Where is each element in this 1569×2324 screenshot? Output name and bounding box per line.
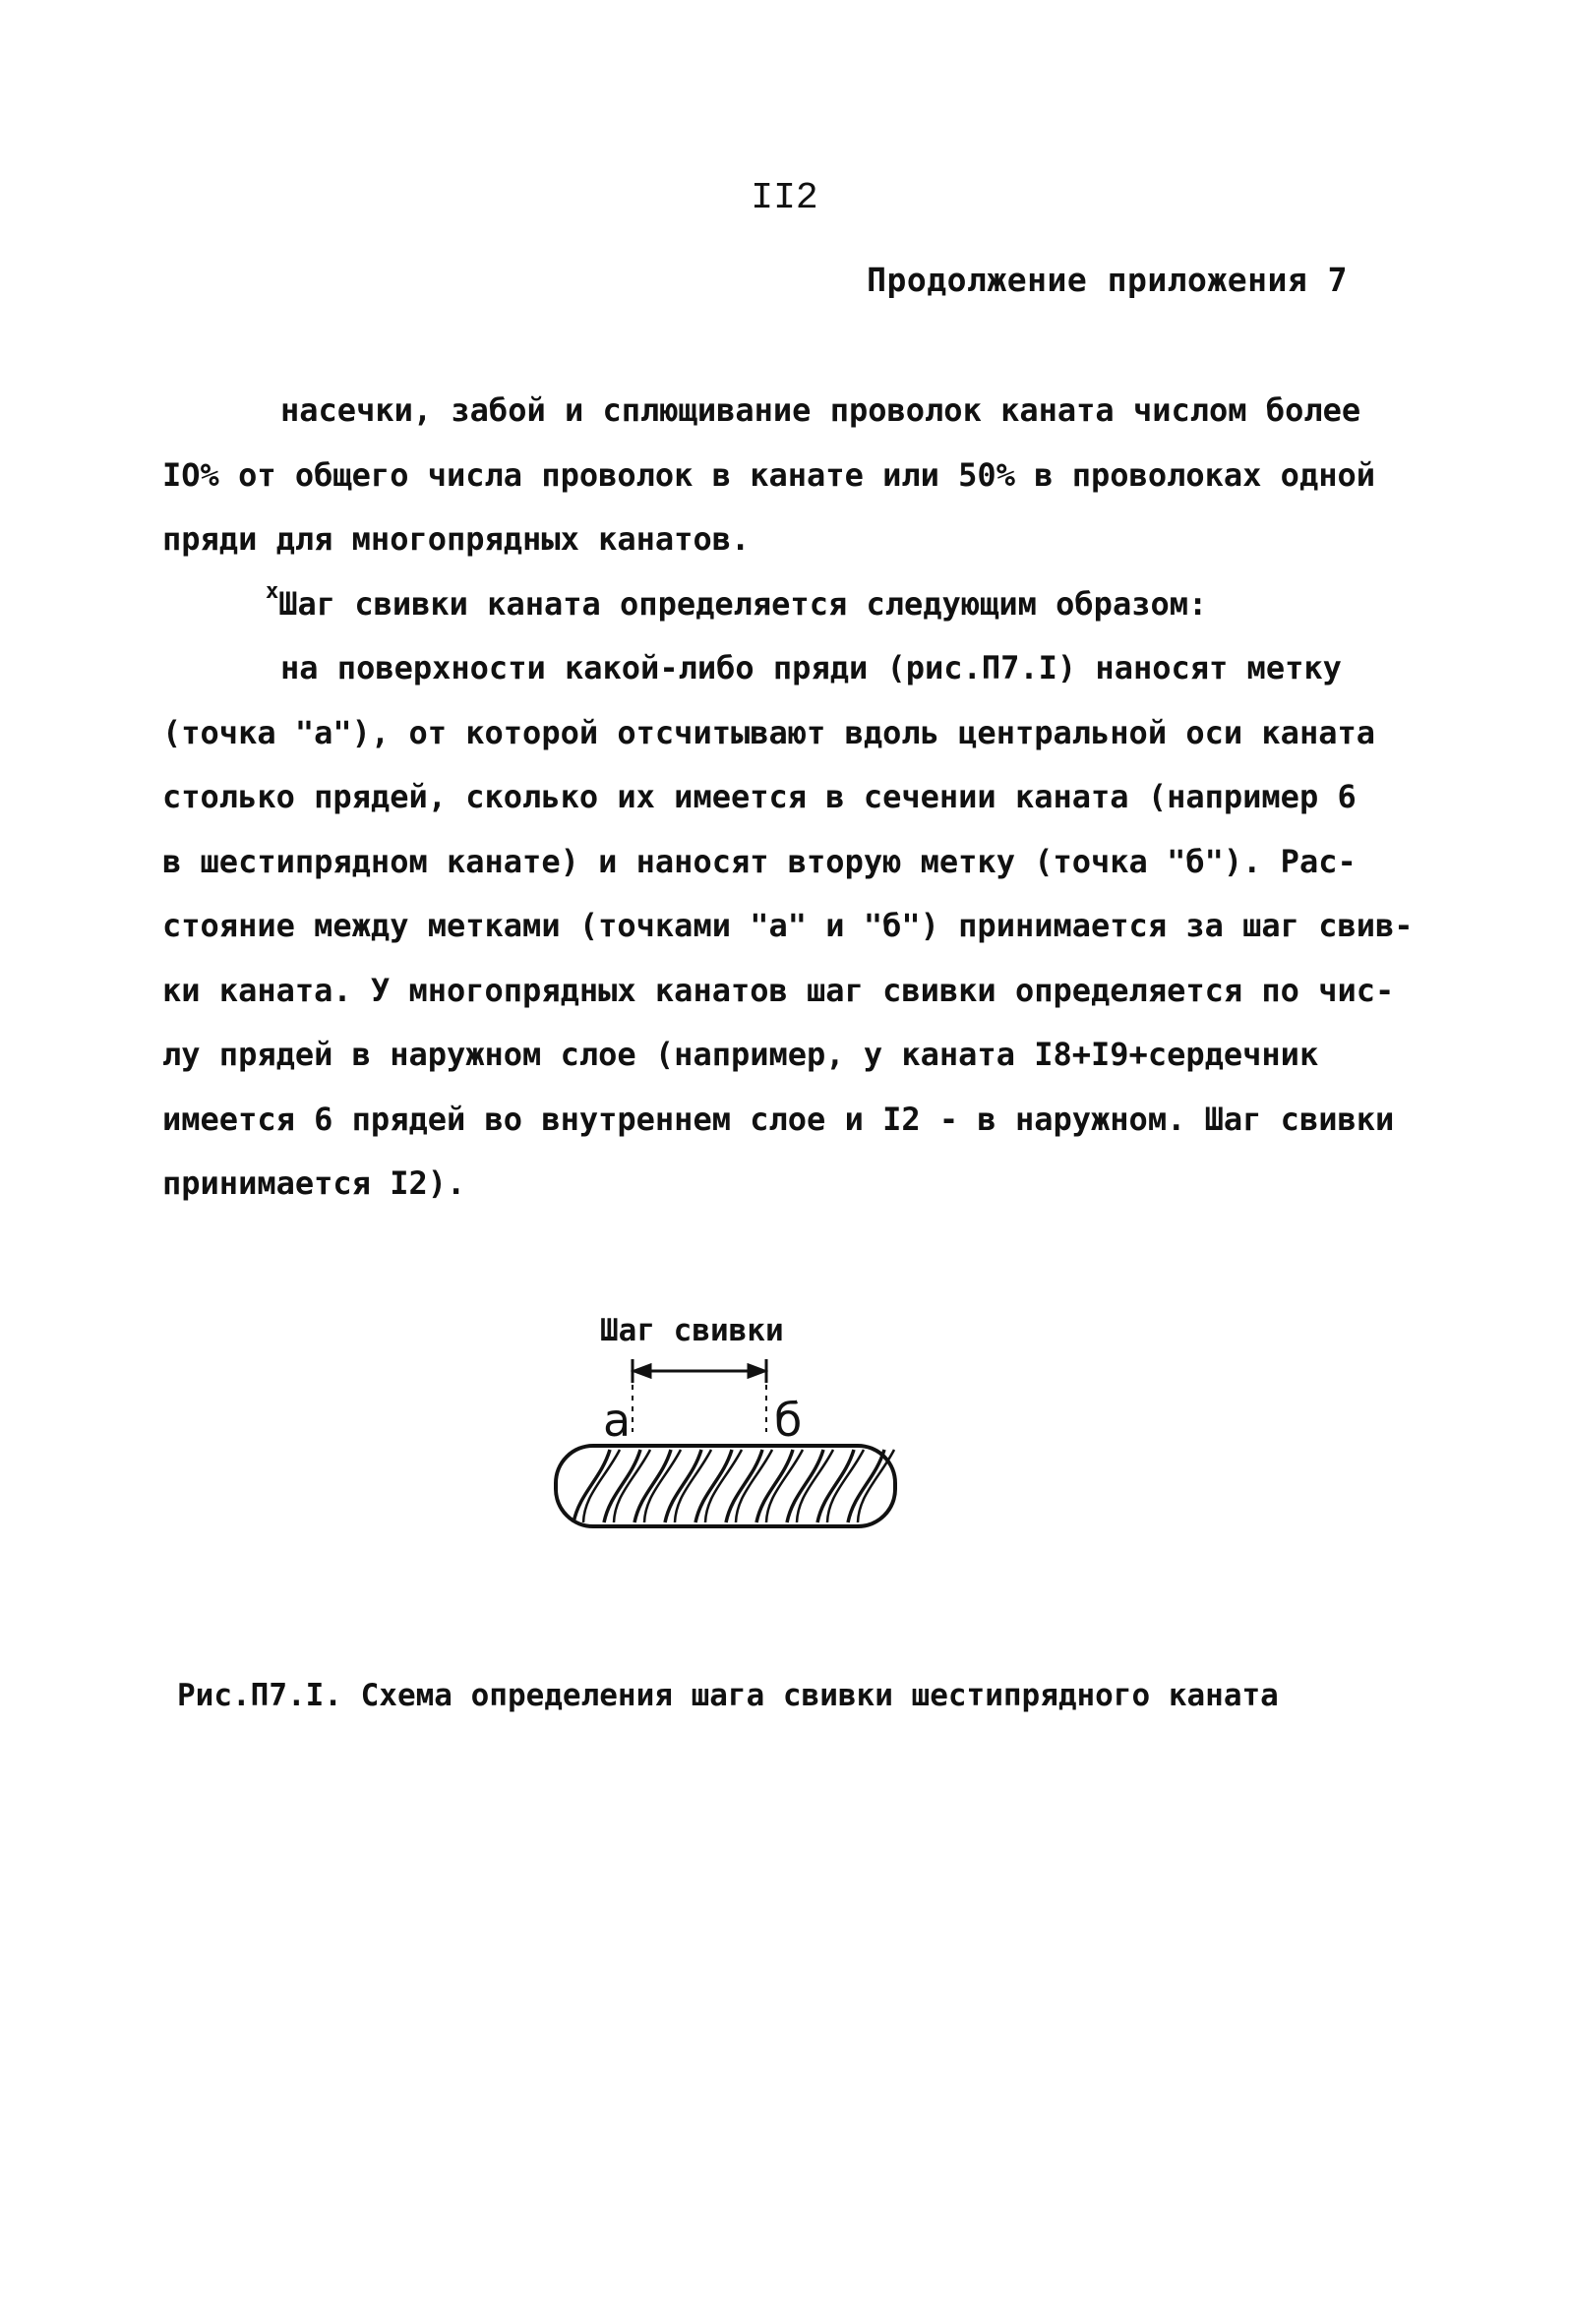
rope-lay-diagram xyxy=(546,1308,920,1574)
rope-strand xyxy=(756,1450,793,1522)
footnote-line: стояние между метками (точками "а" и "б") принимается за шаг свив- xyxy=(162,907,1414,944)
footnote-line: имеется 6 прядей во внутреннем слое и I2 - в наружном. Шаг свивки xyxy=(162,1100,1395,1138)
rope-drawing xyxy=(556,1446,895,1526)
rope-strand xyxy=(726,1450,762,1522)
footnote-line: на поверхности какой-либо пряди (рис.П7.I) наносят метку xyxy=(280,649,1342,686)
body-text xyxy=(162,379,1441,1217)
rope-strand xyxy=(848,1450,884,1522)
rope-lay-svg xyxy=(546,1308,920,1574)
rope-strand xyxy=(665,1450,701,1522)
body-line: пряди для многопрядных канатов. xyxy=(162,520,751,558)
body-line: IO% от общего числа проволок в канате или 50% в проволоках одной xyxy=(162,455,1375,494)
footnote-line: ки каната. У многопрядных канатов шаг свивки определяется по чис- xyxy=(162,971,1395,1009)
lay-length-label: Шаг свивки xyxy=(600,1313,784,1348)
footnote-line: лу прядей в наружном слое (например, у каната I8+I9+сердечник xyxy=(162,1036,1319,1073)
footnote-line: столько прядей, сколько их имеется в сечении каната (например 6 xyxy=(162,778,1357,815)
rope-strand xyxy=(787,1450,823,1522)
footnote-line: в шестипрядном канате) и наносят вторую метку (точка "б"). Рас- xyxy=(162,842,1357,880)
mark-extension-lines xyxy=(633,1385,766,1432)
rope-strand xyxy=(634,1450,671,1522)
footnote-line: принимается I2). xyxy=(162,1164,466,1202)
footnote-mark: x xyxy=(266,578,279,604)
footnote-heading: Шаг свивки каната определяется следующим образом: xyxy=(278,584,1208,623)
appendix-continuation-note: Продолжение приложения 7 xyxy=(867,261,1348,299)
point-b-label: б xyxy=(774,1394,803,1447)
dimension-arrow xyxy=(633,1359,766,1383)
point-a-label: а xyxy=(603,1394,632,1447)
rope-strand xyxy=(695,1450,732,1522)
rope-strand xyxy=(573,1450,610,1522)
footnote-line: (точка "а"), от которой отсчитывают вдоль центральной оси каната xyxy=(162,713,1375,751)
rope-strand xyxy=(604,1450,640,1522)
footnote-heading-line xyxy=(162,572,1441,637)
body-line: насечки, забой и сплющивание проволок каната числом более xyxy=(280,391,1361,429)
figure-caption: Рис.П7.I. Схема определения шага свивки шестипрядного каната xyxy=(177,1678,1279,1713)
page-number: II2 xyxy=(751,177,818,219)
rope-strand xyxy=(817,1450,854,1522)
